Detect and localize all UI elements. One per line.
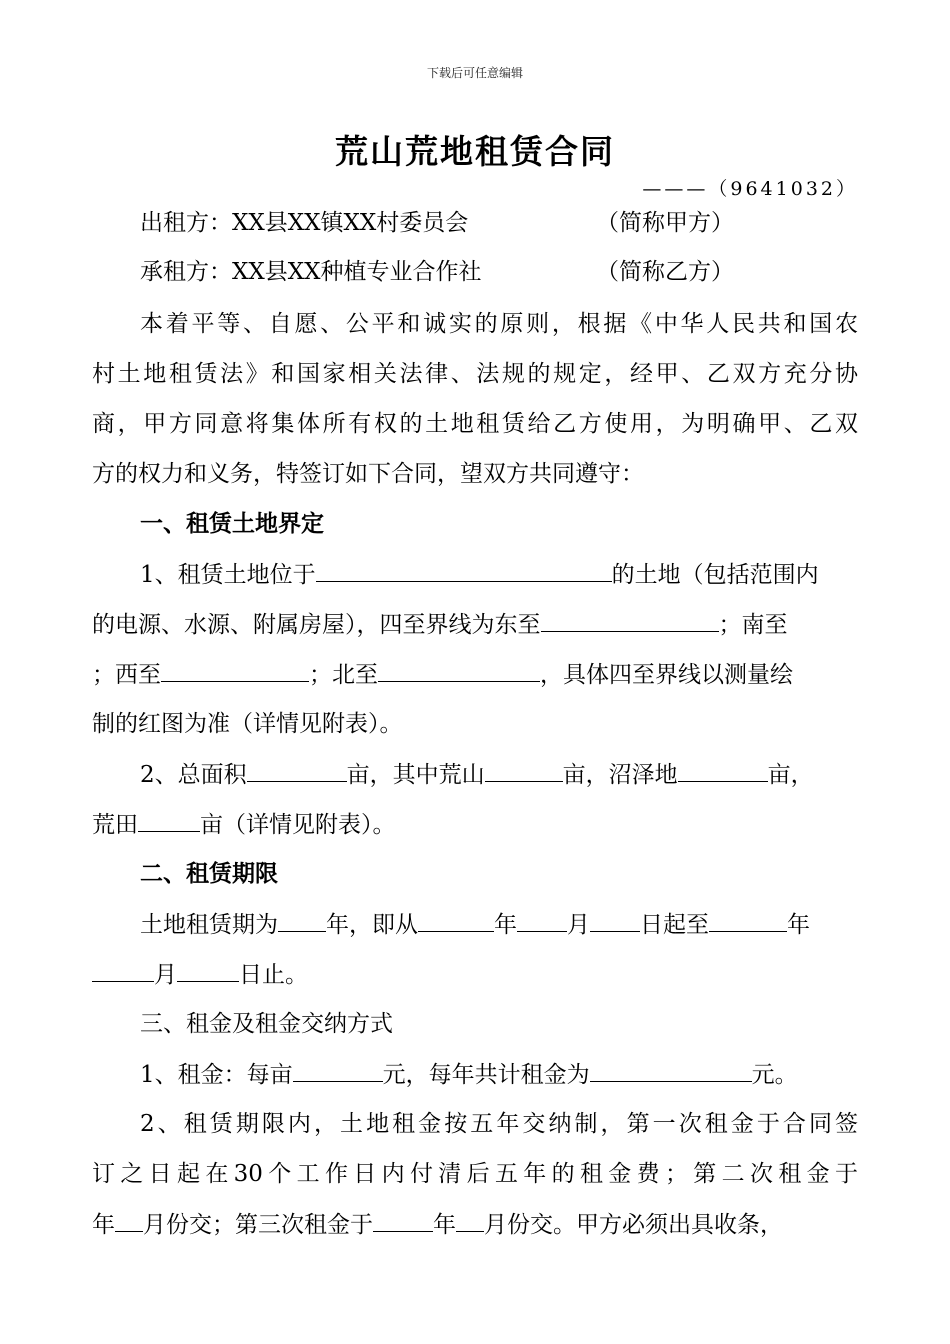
section1-item2-line bbox=[140, 759, 858, 790]
text: ；南至 bbox=[718, 612, 788, 638]
text: 亩，沼泽地 bbox=[562, 762, 678, 788]
lease-years-blank[interactable] bbox=[278, 909, 326, 932]
text: ，具体四至界线以测量绘 bbox=[540, 662, 793, 688]
end-month-blank[interactable] bbox=[92, 959, 154, 982]
document-title: 荒山荒地租赁合同 bbox=[335, 132, 615, 171]
section1-item2-line bbox=[92, 809, 858, 840]
text: 月份交；第三次租金于 bbox=[143, 1212, 373, 1238]
preamble-line: 本着平等、自愿、公平和诚实的原则，根据《中华人民共和国农 bbox=[140, 311, 858, 337]
annual-rent-blank[interactable] bbox=[590, 1059, 752, 1082]
start-day-blank[interactable] bbox=[590, 909, 640, 932]
contract-code: ———（9641032） bbox=[642, 178, 858, 200]
text: 亩， bbox=[767, 762, 814, 788]
section3-item2-line bbox=[92, 1209, 858, 1240]
start-month-blank[interactable] bbox=[517, 909, 567, 932]
text: 1、租金：每亩 bbox=[140, 1062, 293, 1088]
section2-line bbox=[92, 959, 858, 990]
section1-item1-line: 制的红图为准（详情见附表）。 bbox=[92, 711, 403, 737]
text: 亩（详情见附表）。 bbox=[200, 812, 396, 838]
end-day-blank[interactable] bbox=[177, 959, 239, 982]
text: 日起至 bbox=[640, 912, 709, 938]
lessee-line bbox=[140, 257, 858, 287]
second-payment-month-blank[interactable] bbox=[115, 1209, 143, 1232]
section2-heading: 二、租赁期限 bbox=[140, 861, 278, 887]
third-payment-year-blank[interactable] bbox=[373, 1209, 433, 1232]
text: 年 bbox=[787, 912, 810, 938]
text: 月份交。甲方必须出具收条， bbox=[484, 1212, 783, 1238]
lessor-label: 出租方：XX县XX镇XX村委员会 bbox=[140, 210, 469, 236]
text: 年 bbox=[494, 912, 517, 938]
barren-field-area-blank[interactable] bbox=[138, 809, 200, 832]
text: 土地租赁期为 bbox=[140, 912, 278, 938]
section1-item1-line bbox=[140, 559, 858, 590]
text: 日止。 bbox=[239, 962, 308, 988]
section2-line bbox=[140, 909, 858, 940]
section1-heading: 一、租赁土地界定 bbox=[140, 511, 324, 537]
lessor-line bbox=[140, 208, 858, 238]
text: 荒田 bbox=[92, 812, 138, 838]
text: ；西至 bbox=[92, 662, 161, 688]
section3-item1-line bbox=[140, 1059, 858, 1090]
marsh-area-blank[interactable] bbox=[678, 759, 768, 782]
text: 亩，其中荒山 bbox=[346, 762, 485, 788]
start-year-blank[interactable] bbox=[418, 909, 494, 932]
section1-item1-line bbox=[92, 659, 858, 690]
text: 2、总面积 bbox=[140, 762, 247, 788]
section3-heading: 三、租金及租金交纳方式 bbox=[140, 1011, 393, 1037]
location-blank[interactable] bbox=[316, 559, 612, 582]
preamble-line: 村土地租赁法》和国家相关法律、法规的规定，经甲、乙双方充分协 bbox=[92, 361, 858, 387]
text: 年 bbox=[433, 1212, 456, 1238]
section3-item2-line: 2、租赁期限内，土地租金按五年交纳制，第一次租金于合同签 bbox=[140, 1111, 858, 1137]
text: ；北至 bbox=[309, 662, 378, 688]
end-year-blank[interactable] bbox=[709, 909, 787, 932]
text: 的土地（包括范围内 bbox=[611, 562, 819, 588]
preamble-line: 商，甲方同意将集体所有权的土地租赁给乙方使用，为明确甲、乙双 bbox=[92, 411, 858, 437]
third-payment-month-blank[interactable] bbox=[456, 1209, 484, 1232]
section3-item2-line: 订之日起在30个工作日内付清后五年的租金费；第二次租金于 bbox=[92, 1161, 858, 1187]
preamble-line: 方的权力和义务，特签订如下合同，望双方共同遵守： bbox=[92, 461, 644, 487]
text: 元，每年共计租金为 bbox=[382, 1062, 590, 1088]
text: 月 bbox=[154, 962, 177, 988]
text: 年 bbox=[92, 1212, 115, 1238]
lessee-label: 承租方：XX县XX种植专业合作社 bbox=[140, 259, 482, 285]
east-boundary-blank[interactable] bbox=[541, 609, 719, 632]
north-boundary-blank[interactable] bbox=[378, 659, 540, 682]
text: 1、租赁土地位于 bbox=[140, 562, 316, 588]
lessor-short: （简称甲方） bbox=[596, 210, 734, 236]
rent-per-mu-blank[interactable] bbox=[293, 1059, 383, 1082]
lessee-short: （简称乙方） bbox=[596, 259, 734, 285]
text: 月 bbox=[567, 912, 590, 938]
text: 元。 bbox=[751, 1062, 798, 1088]
total-area-blank[interactable] bbox=[247, 759, 347, 782]
section1-item1-line bbox=[92, 609, 858, 640]
page-header-note: 下载后可任意编辑 bbox=[426, 66, 523, 80]
barren-hill-area-blank[interactable] bbox=[485, 759, 563, 782]
text: 的电源、水源、附属房屋），四至界线为东至 bbox=[92, 612, 541, 638]
text: 年，即从 bbox=[326, 912, 418, 938]
west-boundary-blank[interactable] bbox=[161, 659, 309, 682]
